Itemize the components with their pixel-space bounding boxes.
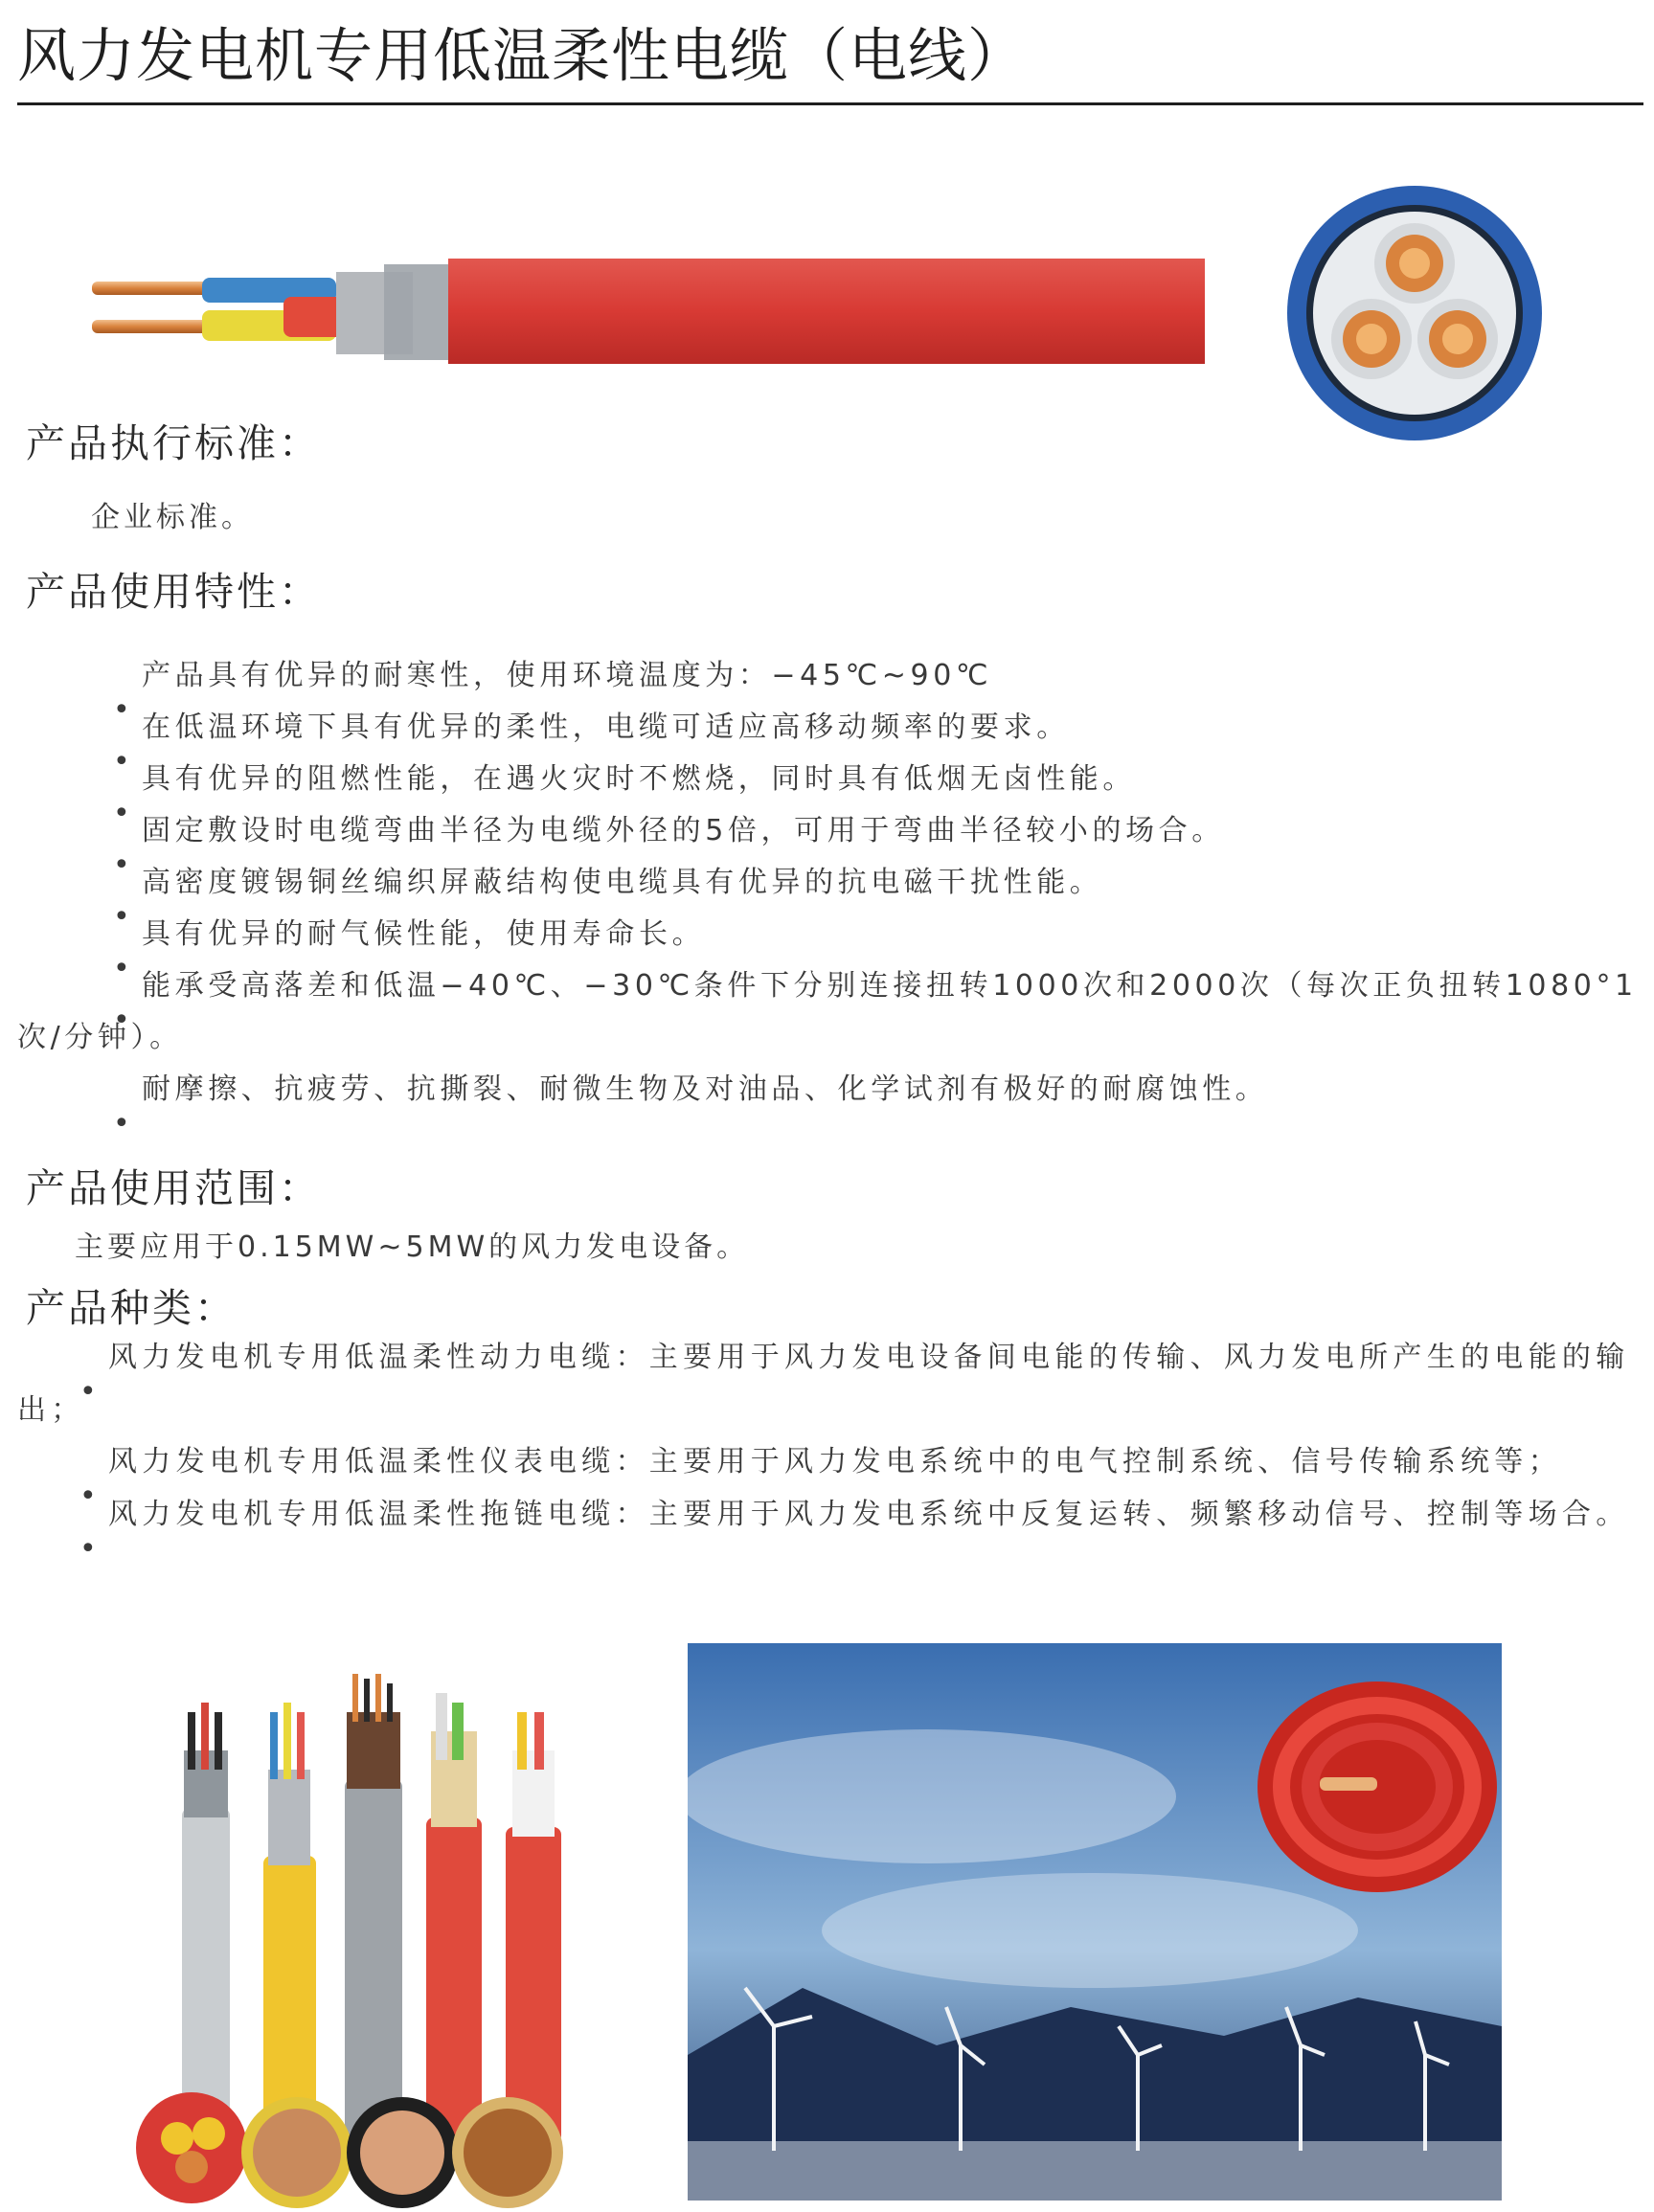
list-item: 高密度镀锡铜丝编织屏蔽结构使电缆具有优异的抗电磁干扰性能。 — [142, 866, 1103, 899]
standard-heading: 产品执行标准： — [26, 420, 321, 466]
list-item: 风力发电机专用低温柔性动力电缆：主要用于风力发电设备间电能的传输、风力发电所产生的电能的输出； — [17, 1341, 1630, 1427]
features-heading: 产品使用特性： — [26, 569, 321, 615]
page-title: 风力发电机专用低温柔性电缆（电线） — [17, 22, 1028, 90]
wind-farm-image — [688, 1643, 1502, 2201]
list-item: 固定敷设时电缆弯曲半径为电缆外径的5倍，可用于弯曲半径较小的场合。 — [142, 814, 1225, 847]
list-item: 风力发电机专用低温柔性仪表电缆：主要用于风力发电系统中的电气控制系统、信号传输系统等； — [108, 1445, 1562, 1478]
list-item: 能承受高落差和低温−40℃、−30℃条件下分别连接扭转1000次和2000次（每次正负扭转1080°1次/分钟）。 — [17, 969, 1638, 1054]
types-heading: 产品种类： — [26, 1285, 237, 1331]
list-item: 具有优异的耐气候性能，使用寿命长。 — [142, 917, 706, 951]
features-list — [17, 650, 1645, 1116]
scope-heading: 产品使用范围： — [26, 1165, 321, 1211]
cable-assortment-image — [134, 1674, 623, 2210]
list-item: 具有优异的阻燃性能，在遇火灾时不燃烧，同时具有低烟无卤性能。 — [142, 762, 1136, 796]
cable-side-image — [92, 259, 1212, 383]
scope-text: 主要应用于0.15MW~5MW的风力发电设备。 — [75, 1230, 750, 1264]
types-list — [17, 1332, 1645, 1541]
cable-cross-section-image — [1285, 184, 1544, 442]
title-divider — [17, 102, 1643, 105]
list-item: 耐摩擦、抗疲劳、抗撕裂、耐微生物及对油品、化学试剂有极好的耐腐蚀性。 — [142, 1072, 1269, 1106]
standard-text: 企业标准。 — [91, 501, 254, 534]
list-item: 产品具有优异的耐寒性，使用环境温度为：−45℃~90℃ — [142, 659, 993, 692]
list-item: 在低温环境下具有优异的柔性，电缆可适应高移动频率的要求。 — [142, 711, 1070, 744]
list-item: 风力发电机专用低温柔性拖链电缆：主要用于风力发电系统中反复运转、频繁移动信号、控制等场合。 — [108, 1497, 1630, 1531]
